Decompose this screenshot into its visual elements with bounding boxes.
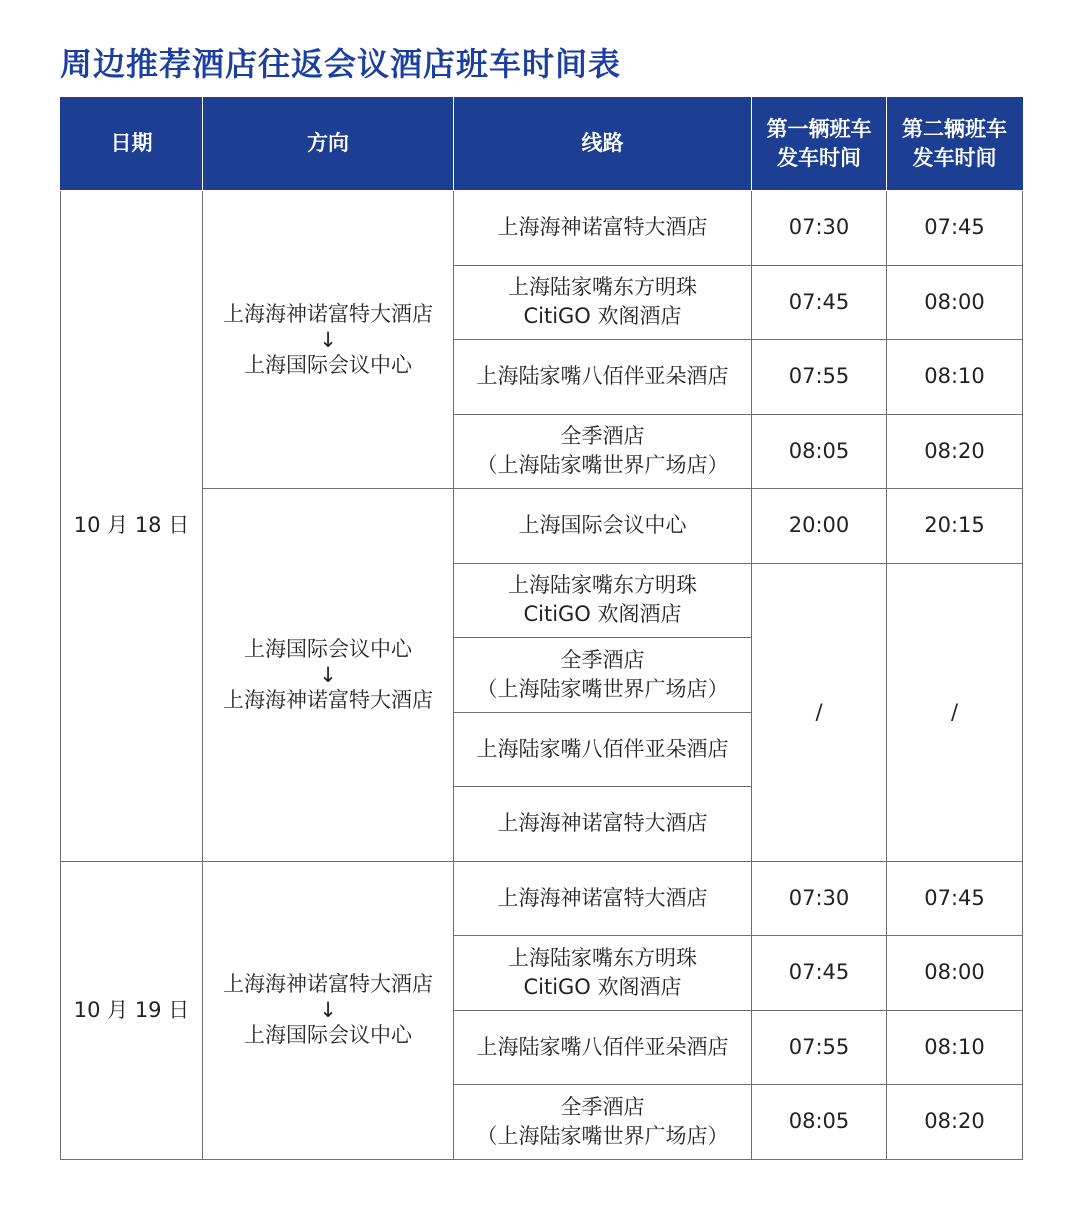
second-bus-time-none: / — [887, 563, 1023, 861]
second-bus-time: 08:00 — [887, 936, 1023, 1011]
route-cell — [454, 861, 752, 936]
route-line: （上海陆家嘴世界广场店） — [476, 1123, 729, 1148]
first-bus-time: 07:30 — [752, 191, 887, 266]
route-cell — [454, 191, 752, 266]
route-line: 上海国际会议中心 — [518, 513, 687, 538]
route-line: CitiGO 欢阁酒店 — [523, 974, 682, 999]
direction-to: 上海国际会议中心 — [244, 1023, 412, 1047]
route-line: 上海陆家嘴东方明珠 — [508, 573, 697, 598]
route-cell — [454, 489, 752, 564]
direction-from: 上海海神诺富特大酒店 — [223, 972, 433, 996]
direction-cell-day1-return — [203, 489, 454, 862]
route-line: 上海陆家嘴东方明珠 — [508, 945, 697, 970]
route-line: CitiGO 欢阁酒店 — [523, 304, 682, 329]
second-bus-time: 07:45 — [887, 191, 1023, 266]
first-bus-time: 08:05 — [752, 414, 887, 489]
header-second-bus-line1: 第二辆班车 — [902, 116, 1007, 141]
route-cell — [454, 1010, 752, 1085]
route-cell — [454, 340, 752, 415]
header-first-bus-line1: 第一辆班车 — [766, 116, 872, 141]
direction-cell-day1-outbound — [203, 191, 454, 489]
route-cell — [454, 787, 752, 862]
route-line: 上海陆家嘴八佰伴亚朵酒店 — [476, 1034, 729, 1059]
header-first-bus — [752, 97, 887, 191]
table-row — [61, 191, 1023, 266]
header-direction: 方向 — [203, 97, 454, 191]
route-line: 全季酒店 — [560, 1094, 645, 1119]
first-bus-time: 07:55 — [752, 340, 887, 415]
first-bus-time-none: / — [752, 563, 887, 861]
shuttle-schedule-table — [60, 97, 1023, 1160]
date-cell-day1: 10 月 18 日 — [61, 191, 203, 862]
route-cell — [454, 414, 752, 489]
route-line: 上海海神诺富特大酒店 — [497, 811, 708, 836]
first-bus-time: 07:30 — [752, 861, 887, 936]
route-line: （上海陆家嘴世界广场店） — [476, 676, 729, 701]
down-arrow-icon: ↓ — [319, 327, 337, 352]
first-bus-time: 08:05 — [752, 1085, 887, 1160]
table-header-row — [61, 97, 1023, 191]
direction-to: 上海海神诺富特大酒店 — [223, 687, 433, 712]
route-line: 上海陆家嘴东方明珠 — [508, 275, 697, 300]
route-cell — [454, 638, 752, 713]
route-cell — [454, 712, 752, 787]
header-date: 日期 — [61, 97, 203, 191]
second-bus-time: 08:10 — [887, 340, 1023, 415]
second-bus-time: 08:20 — [887, 414, 1023, 489]
direction-from: 上海国际会议中心 — [244, 636, 412, 661]
second-bus-time: 08:00 — [887, 265, 1023, 340]
route-line: （上海陆家嘴世界广场店） — [476, 453, 729, 478]
second-bus-time: 20:15 — [887, 489, 1023, 564]
header-first-bus-line2: 发车时间 — [777, 145, 861, 170]
route-line: 上海海神诺富特大酒店 — [497, 885, 708, 910]
route-line: 上海陆家嘴八佰伴亚朵酒店 — [476, 364, 729, 389]
route-line: 全季酒店 — [560, 424, 645, 449]
route-cell — [454, 563, 752, 638]
route-cell — [454, 936, 752, 1011]
direction-to: 上海国际会议中心 — [244, 352, 412, 377]
down-arrow-icon: ↓ — [319, 998, 337, 1022]
header-route: 线路 — [454, 97, 752, 191]
second-bus-time: 07:45 — [887, 861, 1023, 936]
direction-cell-day2-outbound — [203, 861, 454, 1159]
date-cell-day2: 10 月 19 日 — [61, 861, 203, 1159]
route-line: 全季酒店 — [560, 647, 645, 672]
header-second-bus-line2: 发车时间 — [912, 145, 997, 170]
direction-from: 上海海神诺富特大酒店 — [223, 301, 433, 326]
first-bus-time: 20:00 — [752, 489, 887, 564]
down-arrow-icon: ↓ — [319, 662, 337, 687]
route-line: 上海海神诺富特大酒店 — [497, 215, 708, 240]
route-cell — [454, 265, 752, 340]
route-line: CitiGO 欢阁酒店 — [523, 602, 682, 627]
first-bus-time: 07:55 — [752, 1010, 887, 1085]
first-bus-time: 07:45 — [752, 265, 887, 340]
table-row — [61, 489, 1023, 564]
second-bus-time: 08:10 — [887, 1010, 1023, 1085]
route-line: 上海陆家嘴八佰伴亚朵酒店 — [476, 736, 729, 761]
table-row — [61, 861, 1023, 936]
route-cell — [454, 1085, 752, 1160]
header-second-bus — [887, 97, 1023, 191]
page-title: 周边推荐酒店往返会议酒店班车时间表 — [60, 45, 622, 83]
first-bus-time: 07:45 — [752, 936, 887, 1011]
second-bus-time: 08:20 — [887, 1085, 1023, 1160]
